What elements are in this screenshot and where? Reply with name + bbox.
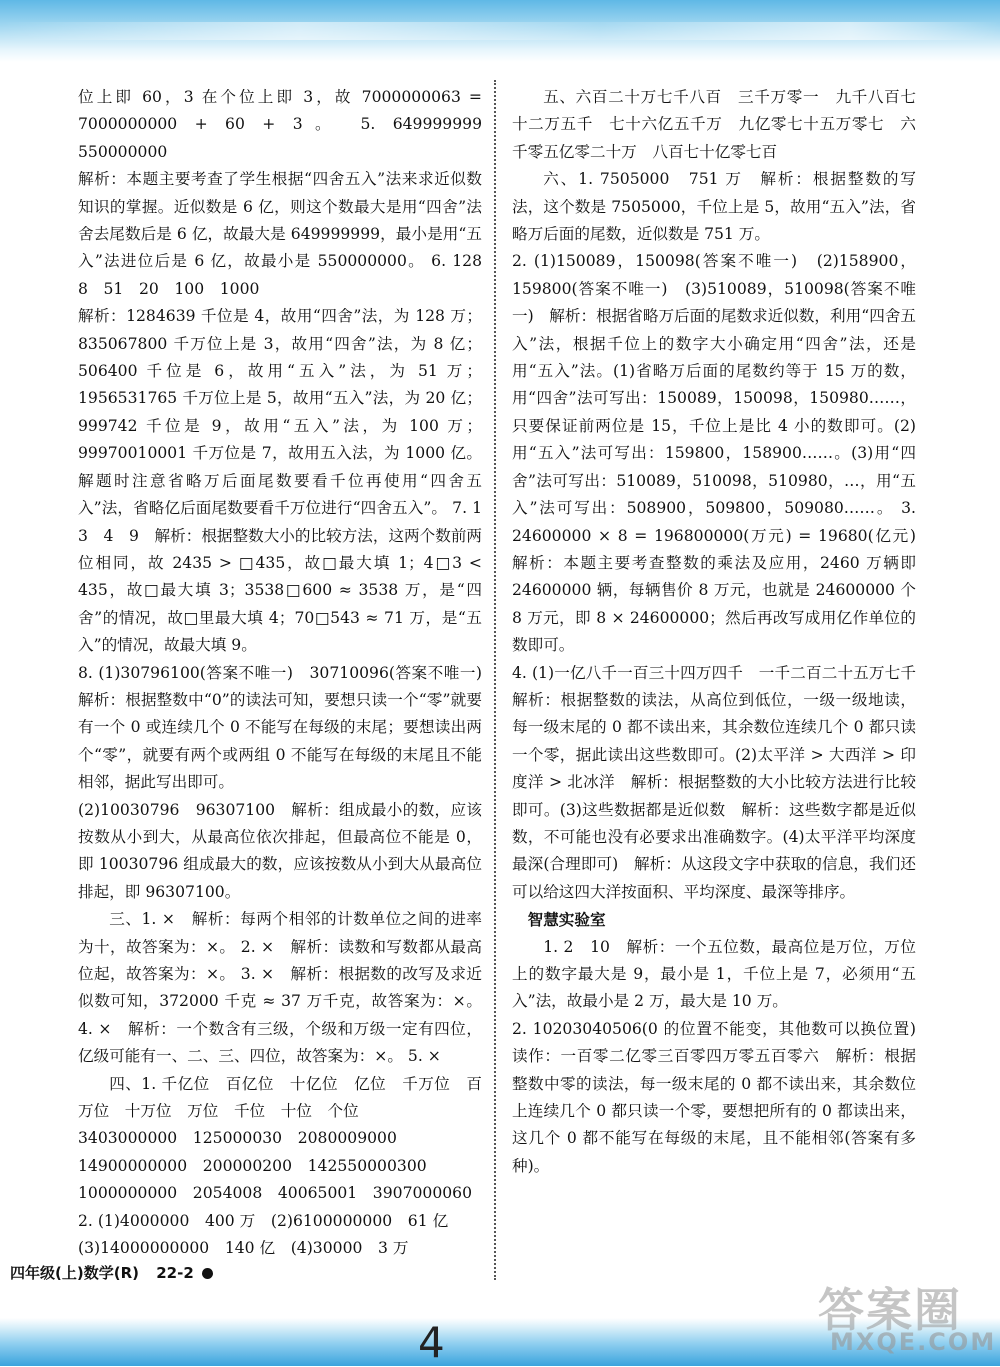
left-paragraph: (2)10030796 96307100 解析：组成最小的数，应该按数从小到大，从最高位依次排起，但最高位不能是 0，即 10030796 组成最大的数，应该按数从小到大从最高位排起，即 96307100。 xyxy=(78,800,482,901)
footer-code: 22-2 xyxy=(156,1264,194,1282)
right-paragraph: 2. (1)150089，150098(答案不唯一) (2)158900，159800(答案不唯一) (3)510089，510098(答案不唯一) 解析：根据省略万后面的尾数求近似数，利用“四舍五入”法，根据千位上的数字大小确定用“四舍”法，还是用“五入”法。(1)省略万后面的尾数约等于 15 万的数，用“四舍”法可写出：150089，150098，150980……，只要保证前两位是 15，千位上是比 4 小的数即可。(2)用“五入”法可写出：159800，158900……。(3)用“四舍”法可写出：510089，510098，510980，…，用“五入”法可写出：508900，509800，509080……。 3. 24600000 × 8 = 196800000(万元) = 19680(亿元) 解析：本题主要考查整数的乘法及应用，2460 万辆即 24600000 辆，每辆售价 8 万元，也就是 24600000 个 8 万元，即 8 × 24600000；然后再改写成用亿作单位的数即可。 xyxy=(512,252,932,655)
left-paragraph: 8. (1)30796100(答案不唯一) 30710096(答案不唯一) 解析：根据整数中“0”的读法可知，要想只读一个“零”就要有一个 0 或连续几个 0 不能写在每级的末尾；要想读出两个“零”，就要有两个或两组 0 不能写在每级的末尾且不能相邻，据此写出即可。 xyxy=(78,663,498,792)
right-paragraph: 2. 10203040506(0 的位置不能变，其他数可以换位置) 读作：一百零二亿零三百零四万零五百零六 解析：根据整数中零的读法，每一级末尾的 0 都不读出来，其余数位上连续几个 0 都只读一个零，要想把所有的 0 都读出来，这几个 0 都不能写在每级的末尾，且不能相邻(答案有多种)。 xyxy=(512,1019,932,1175)
page-footer xyxy=(10,1262,213,1283)
left-paragraph: 位上即 60，3 在个位上即 3，故 7000000063 = 7000000000 + 60 + 3。 5. 649999999 550000000 xyxy=(78,88,498,161)
left-paragraph: 解析：本题主要考查了学生根据“四舍五入”法来求近似数知识的掌握。近似数是 6 亿，则这个数最大是用“四舍”法舍去尾数后是 6 亿，故最大是 649999999，最小是用“五入”法进位后是 6 亿，故最小是 550000000。 6. 128 8 51 20 100 1000 xyxy=(78,170,498,298)
section-heading: 智慧实验室 xyxy=(527,910,606,930)
left-paragraph: 3403000000 125000030 2080009000 xyxy=(78,1129,397,1148)
left-paragraph: 1000000000 2054008 40065001 3907000060 xyxy=(78,1184,473,1203)
footer-dot-icon xyxy=(202,1268,213,1279)
right-column xyxy=(512,84,932,1180)
right-paragraph: 六、1. 7505000 751 万 解析：根据整数的写法，这个数是 7505000，千位上是 5，故用“五入”法，省略万后面的尾数，近似数是 751 万。 xyxy=(512,170,916,244)
left-paragraph: 14900000000 200000200 142550000300 xyxy=(78,1156,427,1175)
watermark-logo: 答案圈 xyxy=(818,1283,962,1337)
right-paragraph: 五、六百二十万七千八百 三千万零一 九千八百七十二万五千 七十六亿五千万 九亿零七十五万零七 六千零五亿零二十万 八百七十亿零七百 xyxy=(512,88,916,161)
right-paragraph: 4. (1)一亿八千一百三十四万四千 一千二百二十五万七千 解析：根据整数的读法，从高位到低位，一级一级地读，每一级末尾的 0 都不读出来，其余数位连续几个 0 都只读一个零，据此读出这些数即可。(2)太平洋 > 大西洋 > 印度洋 > 北冰洋 解析：根据整数的大小比较方法进行比较即可。(3)这些数据都是近似数 解析：这些数字都是近似数，不可能也没有必要求出准确数字。(4)太平洋平均深度最深(合理即可) 解析：从这段文字中获取的信息，我们还可以给这四大洋按面积、平均深度、最深等排序。 xyxy=(512,663,932,901)
column-divider xyxy=(494,80,496,1280)
right-paragraph: 1. 2 10 解析：一个五位数，最高位是万位，万位上的数字最大是 9，最小是 1，千位上是 7，必须用“五入”法，故最小是 2 万，最大是 10 万。 xyxy=(512,937,916,1011)
left-paragraph: 四、1. 千亿位 百亿位 十亿位 亿位 千万位 百万位 十万位 万位 千位 十位 个位 xyxy=(78,1074,482,1121)
left-column xyxy=(78,84,498,1262)
watermark xyxy=(808,1270,997,1360)
footer-grade: 四年级(上)数学(R) xyxy=(10,1264,139,1282)
left-paragraph: 三、1. × 解析：每两个相邻的计数单位之间的进率为十，故答案为：×。 2. × 解析：读数和写数都从最高位起，故答案为：×。 3. × 解析：根据数的改写及求近似数可知，372000 千克 ≈ 37 万千克，故答案为：×。 4. × 解析：一个数含有三级，个级和万级一定有四位，亿级可能有一、二、三、四位，故答案为：×。 5. × xyxy=(78,910,482,1066)
watermark-site: MXQE.COM xyxy=(830,1328,997,1356)
left-paragraph: 解析：1284639 千位是 4，故用“四舍”法，为 128 万；835067800 千万位上是 3，故用“四舍”法，为 8 亿；506400 千位是 6，故用“五入”法，为 51 万；1956531765 千万位上是 5，故用“五入”法，为 20 亿；999742 千位是 9，故用“五入”法，为 100 万；99970010001 千万位是 7，故用五入法，为 1000 亿。解题时注意省略万后面尾数要看千位再使用“四舍五入”法，省略亿后面尾数要看千万位进行“四舍五入”。 7. 1 3 4 9 解析：根据整数大小的比较方法，这两个数前两位相同，故 2435 > □435，故□最大填 1；4□3 < 435，故□最大填 3；3538□600 ≈ 3538 万，是“四舍”的情况，故□里最大填 4；70□543 ≈ 71 万，是“五入”的情况，故最大填 9。 xyxy=(78,307,498,655)
left-paragraph: 2. (1)4000000 400 万 (2)6100000000 61 亿 xyxy=(78,1211,449,1230)
left-paragraph: (3)14000000000 140 亿 (4)30000 3 万 xyxy=(78,1239,409,1258)
page-number: 4 xyxy=(418,1318,445,1367)
top-decorative-band xyxy=(0,0,1000,62)
